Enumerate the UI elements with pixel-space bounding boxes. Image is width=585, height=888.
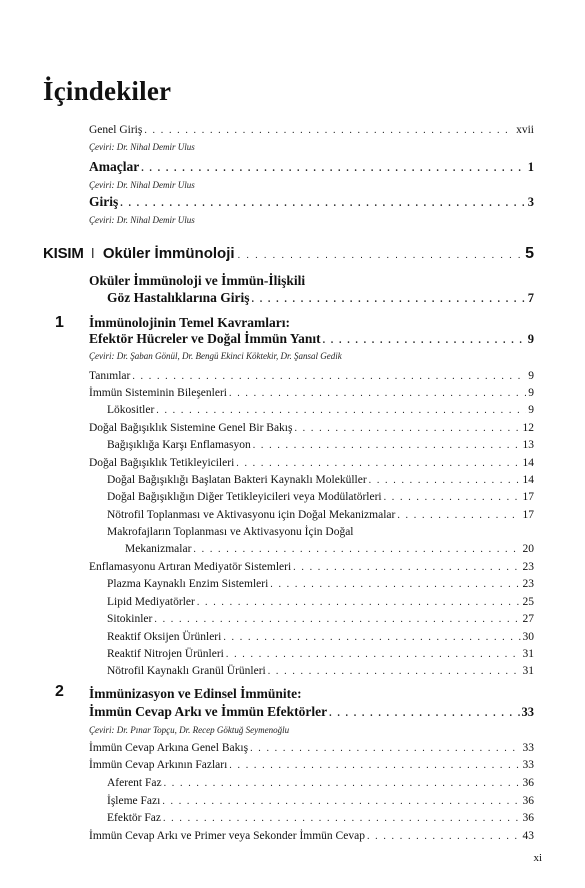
toc-entry-label: Aferent Faz xyxy=(107,777,162,789)
dot-leader xyxy=(162,795,520,809)
toc-entry-page: 3 xyxy=(527,195,534,209)
toc-entry-label: Genel Giriş xyxy=(89,124,143,136)
chapter-number: 2 xyxy=(55,683,64,700)
toc-subentry[interactable] xyxy=(89,595,534,610)
toc-subentry[interactable] xyxy=(89,612,534,627)
part-intro-entry[interactable] xyxy=(89,290,534,308)
toc-entry-label: Sitokinler xyxy=(107,613,153,625)
toc-entry-page: 30 xyxy=(522,631,534,643)
dot-leader xyxy=(226,648,521,662)
toc-entry-page: 25 xyxy=(522,596,534,608)
chapter-title-entry[interactable] xyxy=(89,331,534,349)
toc-entry-label: Nötrofil Toplanması ve Aktivasyonu için Doğal Mekanizmalar xyxy=(107,509,396,521)
dot-leader xyxy=(132,370,526,384)
toc-entry-label: Nötrofil Kaynaklı Granül Ürünleri xyxy=(107,665,266,677)
toc-entry-page: 36 xyxy=(522,795,534,807)
toc-subentry[interactable] xyxy=(89,776,534,791)
dot-leader xyxy=(252,292,526,308)
dot-leader xyxy=(268,665,521,679)
toc-entry-page: xvii xyxy=(516,124,534,136)
toc-entry-label: İşleme Fazı xyxy=(107,795,161,807)
chapter-title-line1[interactable]: İmmünizasyon ve Edinsel İmmünite: xyxy=(89,686,302,701)
toc-entry[interactable] xyxy=(89,421,534,436)
toc-entry[interactable] xyxy=(89,386,534,401)
toc-entry-genel-giris[interactable] xyxy=(89,123,534,138)
translator-credit: Çeviri: Dr. Pınar Topçu, Dr. Recep Göktuğ Seymenoğlu xyxy=(89,725,290,735)
dot-leader xyxy=(229,387,526,401)
part-number: I xyxy=(90,245,95,262)
dot-leader xyxy=(223,631,520,645)
part-heading[interactable] xyxy=(43,245,534,263)
toc-entry-label: Efektör Hücreler ve Doğal İmmün Yanıt xyxy=(89,331,321,346)
toc-entry-label: Reaktif Nitrojen Ürünleri xyxy=(107,648,224,660)
toc-entry-page: 36 xyxy=(522,812,534,824)
toc-subentry[interactable] xyxy=(89,630,534,645)
dot-leader xyxy=(397,509,520,523)
toc-entry-page: 33 xyxy=(522,759,534,771)
toc-entry-page: 9 xyxy=(528,404,534,416)
toc-entry-label: Giriş xyxy=(89,194,119,209)
toc-subentry[interactable] xyxy=(89,664,534,679)
toc-entry-label: İmmün Cevap Arkına Genel Bakış xyxy=(89,742,249,754)
dot-leader xyxy=(154,613,520,627)
toc-subentry[interactable] xyxy=(89,811,534,826)
dot-leader xyxy=(229,759,520,773)
dot-leader xyxy=(193,543,520,557)
translator-credit: Çeviri: Dr. Şaban Gönül, Dr. Bengü Ekinci Köktekir, Dr. Şansal Gedik xyxy=(89,351,342,361)
part-label: KISIM xyxy=(43,245,84,262)
toc-entry-label: Reaktif Oksijen Ürünleri xyxy=(107,631,222,643)
toc-entry-label: Lipid Mediyatörler xyxy=(107,596,195,608)
dot-leader xyxy=(329,706,519,722)
toc-entry-page: 23 xyxy=(522,578,534,590)
part-intro-line1[interactable]: Oküler İmmünoloji ve İmmün-İlişkili xyxy=(89,273,306,288)
toc-entry-page: 43 xyxy=(522,830,534,842)
dot-leader xyxy=(323,333,526,349)
toc-entry-label: Lökositler xyxy=(107,404,155,416)
page-title: İçindekiler xyxy=(43,76,172,106)
toc-entry-page: 33 xyxy=(522,742,534,754)
translator-credit: Çeviri: Dr. Nihal Demir Ulus xyxy=(89,180,195,190)
dot-leader xyxy=(197,596,521,610)
toc-entry-label: Doğal Bağışıklığı Başlatan Bakteri Kaynaklı Moleküller xyxy=(107,474,367,486)
toc-entry-page: 14 xyxy=(522,457,534,469)
toc-entry-page: 36 xyxy=(522,777,534,789)
toc-entry[interactable] xyxy=(89,369,534,384)
dot-leader xyxy=(293,561,520,575)
toc-entry-label: Plazma Kaynaklı Enzim Sistemleri xyxy=(107,578,269,590)
translator-credit: Çeviri: Dr. Nihal Demir Ulus xyxy=(89,215,195,225)
toc-subentry-continued[interactable] xyxy=(89,542,534,557)
toc-entry[interactable] xyxy=(89,456,534,471)
dot-leader xyxy=(144,124,514,138)
toc-entry-label: Doğal Bağışıklığın Diğer Tetikleyicileri veya Modülatörleri xyxy=(107,491,382,503)
toc-entry-label: Tanımlar xyxy=(89,370,131,382)
dot-leader xyxy=(236,457,520,471)
toc-entry-page: 9 xyxy=(528,370,534,382)
toc-subentry[interactable] xyxy=(89,794,534,809)
toc-entry-label: İmmün Sisteminin Bileşenleri xyxy=(89,387,227,399)
toc-entry-label: Bağışıklığa Karşı Enflamasyon xyxy=(107,439,251,451)
part-title: Oküler İmmünoloji xyxy=(102,245,235,262)
dot-leader xyxy=(369,474,521,488)
dot-leader xyxy=(250,742,520,756)
toc-entry-page: 20 xyxy=(522,543,534,555)
dot-leader xyxy=(164,777,521,791)
toc-entry-page: 13 xyxy=(522,439,534,451)
toc-entry[interactable] xyxy=(89,741,534,756)
dot-leader xyxy=(156,404,526,418)
toc-entry-page: 23 xyxy=(522,561,534,573)
toc-entry-label: Efektör Faz xyxy=(107,812,161,824)
toc-entry[interactable] xyxy=(89,829,534,844)
toc-entry-label: İmmün Cevap Arkı ve Primer veya Sekonder İmmün Cevap xyxy=(89,830,365,842)
toc-subentry[interactable] xyxy=(89,473,534,488)
toc-subentry[interactable] xyxy=(89,490,534,505)
toc-entry-page: 17 xyxy=(522,509,534,521)
page-number: xi xyxy=(533,852,542,864)
dot-leader xyxy=(253,439,521,453)
toc-subentry[interactable] xyxy=(89,577,534,592)
chapter-title-line1[interactable]: İmmünolojinin Temel Kavramları: xyxy=(89,315,291,330)
toc-entry-page: 9 xyxy=(527,332,534,346)
toc-entry-page: 1 xyxy=(527,160,534,174)
toc-entry-page: 7 xyxy=(527,291,534,305)
toc-entry-label: Doğal Bağışıklık Tetikleyicileri xyxy=(89,457,235,469)
toc-entry-page: 12 xyxy=(522,422,534,434)
toc-entry-page: 14 xyxy=(522,474,534,486)
toc-entry-label: Mekanizmalar xyxy=(125,543,192,555)
toc-subentry[interactable] xyxy=(89,508,534,523)
toc-entry-page: 33 xyxy=(521,705,534,719)
toc-entry[interactable] xyxy=(89,758,534,773)
chapter-number: 1 xyxy=(55,314,64,331)
toc-entry-page: 27 xyxy=(522,613,534,625)
toc-subentry-line1[interactable]: Makrofajların Toplanması ve Aktivasyonu İçin Doğal xyxy=(107,526,354,538)
toc-subentry[interactable] xyxy=(89,647,534,662)
toc-entry-label: İmmün Cevap Arkı ve İmmün Efektörler xyxy=(89,704,328,719)
part-page: 5 xyxy=(525,245,534,262)
dot-leader xyxy=(367,830,521,844)
dot-leader xyxy=(270,578,520,592)
dot-leader xyxy=(141,161,526,177)
toc-entry-amaclar[interactable] xyxy=(89,159,534,177)
toc-entry-label: İmmün Cevap Arkının Fazları xyxy=(89,759,228,771)
toc-entry-label: Doğal Bağışıklık Sistemine Genel Bir Bakış xyxy=(89,422,293,434)
dot-leader xyxy=(384,491,521,505)
dot-leader xyxy=(163,812,521,826)
toc-entry-label: Göz Hastalıklarına Giriş xyxy=(107,290,250,305)
toc-entry-page: 9 xyxy=(528,387,534,399)
dot-leader xyxy=(120,196,526,212)
toc-entry-label: Enflamasyonu Artıran Mediyatör Sistemleri xyxy=(89,561,292,573)
dot-leader xyxy=(294,422,520,436)
toc-entry-page: 17 xyxy=(522,491,534,503)
toc-subentry[interactable] xyxy=(89,438,534,453)
dot-leader xyxy=(238,250,523,261)
toc-entry-giris[interactable] xyxy=(89,194,534,212)
toc-subentry[interactable] xyxy=(89,403,534,418)
toc-entry[interactable] xyxy=(89,560,534,575)
toc-entry-page: 31 xyxy=(522,665,534,677)
toc-entry-page: 31 xyxy=(522,648,534,660)
chapter-title-entry[interactable] xyxy=(89,704,534,722)
translator-credit: Çeviri: Dr. Nihal Demir Ulus xyxy=(89,142,195,152)
toc-entry-label: Amaçlar xyxy=(89,159,140,174)
